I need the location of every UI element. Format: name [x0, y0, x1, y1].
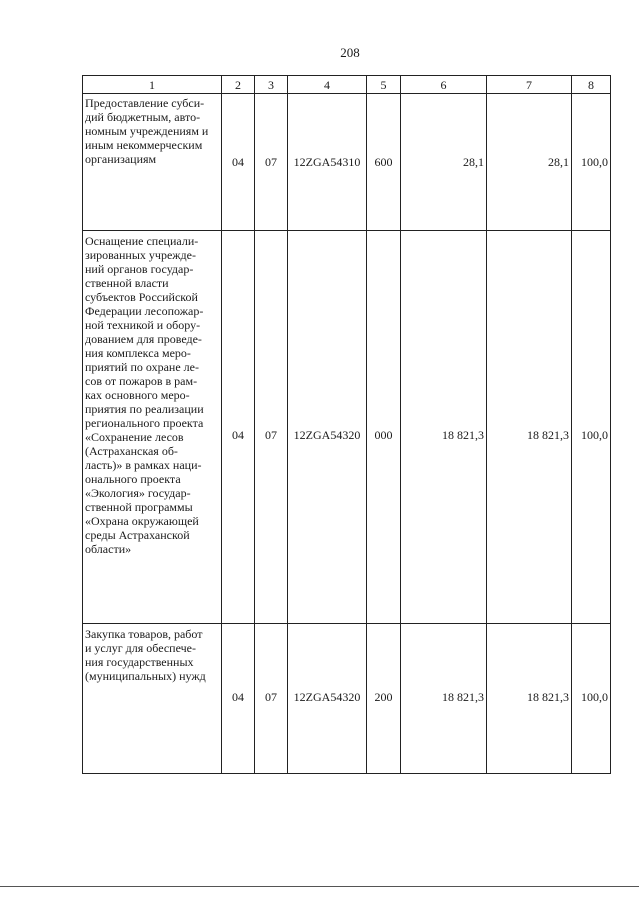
expense-name: Закупка товаров, работ и услуг для обеспече- ния государственных (муниципальных) нужд — [83, 624, 222, 774]
budget-table — [82, 75, 611, 774]
header-col-3: 3 — [255, 76, 288, 94]
execution-percent: 100,0 — [572, 94, 611, 231]
expense-type: 000 — [367, 231, 401, 624]
header-row — [83, 76, 611, 94]
expense-type: 200 — [367, 624, 401, 774]
header-col-1: 1 — [83, 76, 222, 94]
target-article: 12ZGA54320 — [288, 624, 367, 774]
page-number: 208 — [340, 45, 360, 60]
planned-amount: 28,1 — [401, 94, 487, 231]
executed-amount: 28,1 — [487, 94, 572, 231]
expense-type: 600 — [367, 94, 401, 231]
target-article: 12ZGA54320 — [288, 231, 367, 624]
executed-amount: 18 821,3 — [487, 624, 572, 774]
target-article: 12ZGA54310 — [288, 94, 367, 231]
expense-name: Предоставление субси- дий бюджетным, авто- номным учреждениям и иным некоммерческим организациям — [83, 94, 222, 231]
expense-name: Оснащение специали- зированных учрежде- ний органов государ- ственной власти субъектов Российской Федерации лесопожар- ной техникой и обору- дованием для проведе- ния комплекса меро- приятий по охране ле- сов от пожаров в рам- ках основного меро- приятия по реализации регионального проекта «Сохранение лесов (Астраханская об- ласть)» в рамках наци- онального проекта «Экология» государ- ственной программы «Охрана окружающей среды Астраханской области» — [83, 231, 222, 624]
table-row — [83, 94, 611, 231]
subsection-code: 07 — [255, 231, 288, 624]
section-code: 04 — [222, 94, 255, 231]
planned-amount: 18 821,3 — [401, 624, 487, 774]
page-bottom-rule — [0, 886, 639, 887]
table-row — [83, 624, 611, 774]
header-col-8: 8 — [572, 76, 611, 94]
subsection-code: 07 — [255, 94, 288, 231]
header-col-7: 7 — [487, 76, 572, 94]
executed-amount: 18 821,3 — [487, 231, 572, 624]
header-col-6: 6 — [401, 76, 487, 94]
execution-percent: 100,0 — [572, 624, 611, 774]
section-code: 04 — [222, 231, 255, 624]
planned-amount: 18 821,3 — [401, 231, 487, 624]
header-col-4: 4 — [288, 76, 367, 94]
header-col-5: 5 — [367, 76, 401, 94]
header-col-2: 2 — [222, 76, 255, 94]
subsection-code: 07 — [255, 624, 288, 774]
execution-percent: 100,0 — [572, 231, 611, 624]
table-row — [83, 231, 611, 624]
section-code: 04 — [222, 624, 255, 774]
